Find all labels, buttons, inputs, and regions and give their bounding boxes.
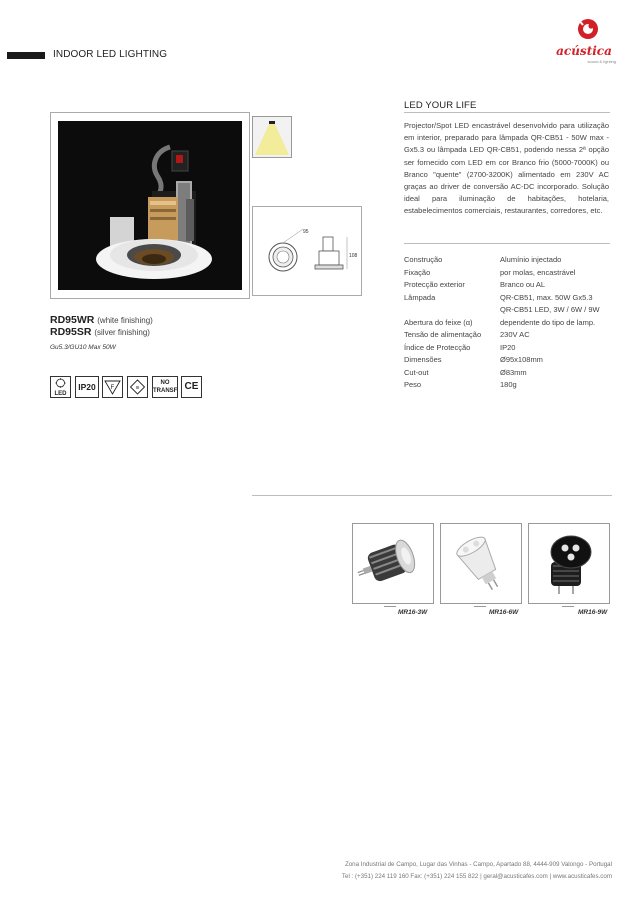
footer-address: Zona Industrial de Campo, Lugar das Vinhas - Campo, Apartado 88, 4444-909 Valongo - Portugal (344, 861, 612, 868)
no-transformer-icon (152, 376, 178, 398)
spec-table (404, 254, 614, 392)
led-icon: LED (50, 376, 71, 398)
ce-mark-icon: CE (181, 376, 202, 398)
logo-mark-icon (552, 14, 616, 46)
caption-mr16-6w: MR16-6W (489, 609, 519, 616)
divider (404, 112, 610, 113)
spec-row: Tensão de alimentação 230V AC (404, 330, 530, 339)
divider (404, 243, 610, 244)
spec-row: Abertura do feixe (α) dependente do tipo de lamp. (404, 317, 596, 327)
svg-text:F: F (110, 385, 115, 391)
model-finish: (silver finishing) (94, 328, 150, 337)
spec-row: Dimensões Ø95x108mm (404, 355, 543, 364)
product-mr16-9w (528, 523, 610, 604)
model-finish: (white finishing) (97, 316, 153, 325)
downlight-image (58, 121, 242, 290)
lamp-note: Gu5.3/GU10 Max 50W (50, 344, 116, 351)
brand-logo (552, 14, 616, 66)
logo-tagline: sound & lighting (587, 59, 616, 64)
mr16-9w-image (529, 524, 609, 603)
footer-contacts: Tel : (+351) 224 119 160 Fax: (+351) 224 155 822 | geral@acusticafes.com | www.acusticafes.com (341, 873, 612, 880)
model-code: RD95WR (50, 314, 95, 326)
header-bar (7, 52, 45, 59)
model-white (50, 314, 153, 326)
caption-mr16-9w: MR16-9W (578, 609, 608, 616)
model-silver (50, 326, 150, 338)
technical-drawing (253, 207, 361, 295)
caption-divider (384, 606, 396, 607)
diameter-label: 95 (303, 229, 309, 235)
spec-row: Construção Alumínio injectado (404, 255, 562, 264)
spec-row: Peso 180g (404, 380, 517, 389)
height-label: 108 (349, 253, 358, 259)
spec-row: Protecção exterior Branco ou AL (404, 280, 546, 289)
caption-divider (474, 606, 486, 607)
light-beam-icon (253, 117, 291, 157)
product-mr16-3w (352, 523, 434, 604)
page-category: INDOOR LED LIGHTING (53, 49, 168, 60)
spec-row: Índice de Protecção IP20 (404, 342, 516, 352)
model-code: RD95SR (50, 326, 92, 338)
spec-row: Fixação por molas, encastrável (404, 267, 576, 277)
spec-row: QR-CB51 LED, 3W / 6W / 9W (500, 305, 600, 314)
product-photo-frame (50, 112, 250, 299)
dimension-drawing (252, 206, 362, 296)
f-mark-icon (102, 376, 123, 398)
beam-angle-graphic (252, 116, 292, 158)
mr16-3w-image (353, 524, 433, 603)
product-mr16-6w (440, 523, 522, 604)
no-transf-label: NO TRANSF (153, 380, 178, 394)
ip20-icon: IP20 (75, 376, 99, 398)
section-title: LED YOUR LIFE (404, 100, 477, 111)
spec-row: Lâmpada QR-CB51, max. 50W Gx5.3 (404, 292, 593, 302)
caption-mr16-3w: MR16-3W (398, 609, 428, 616)
mr16-6w-image (441, 524, 521, 603)
svg-text:III: III (135, 385, 140, 390)
logo-wordmark: acústica (556, 44, 612, 58)
divider (252, 495, 612, 496)
led-lamp-icon (51, 377, 70, 389)
product-description: Projector/Spot LED encastrável desenvolvido para utilização em interior, preparado para lâmpada QR-CB51 - 50W max - Gx5.3 ou lâmpada LED QR-CB51, podendo nessa 2ª opção ser fornecido com LED em cor Branco frio (5000-7000K) ou Branco "quente" (2700-3200K) alimentado em 230V AC graças ao driver de conversão AC-DC incorporado. Solução ideal para iluminação de habitações, hotelaria, estabelecimentos comerciais, restaurantes, corredores, etc. (404, 121, 609, 216)
caption-divider (562, 606, 574, 607)
product-photo (58, 121, 242, 290)
class-iii-icon (127, 376, 148, 398)
spec-row: Cut-out Ø83mm (404, 367, 527, 377)
